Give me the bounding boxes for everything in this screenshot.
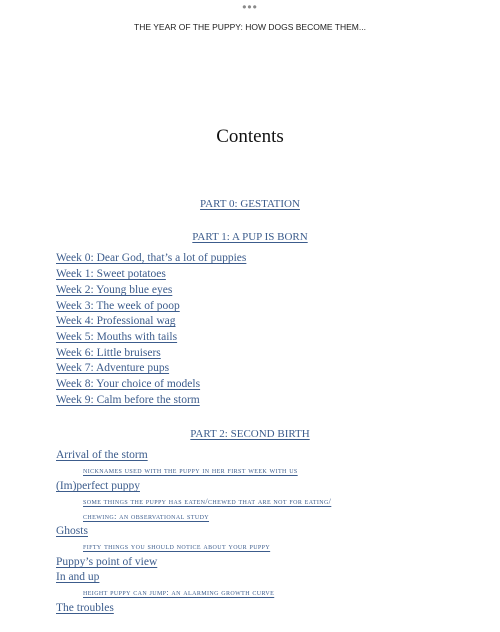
toc-subsection-eaten-link[interactable]: some things the puppy has eaten/chewed that are not for eating/ [83,497,332,506]
toc-part-1-link[interactable]: PART 1: A PUP IS BORN [192,231,308,243]
toc-week-3-link[interactable]: Week 3: The week of poop [56,300,180,312]
toc-subsection-fifty-things-link[interactable]: fifty things you should notice about your puppy [83,542,271,551]
toc-chapter-point-of-view-link[interactable]: Puppy’s point of view [56,556,158,568]
toc-subsection-eaten-link-cont[interactable]: chewing: an observational study [83,512,210,521]
toc-week-7-link[interactable]: Week 7: Adventure pups [56,362,170,374]
toc-week-0-link[interactable]: Week 0: Dear God, that’s a lot of puppies [56,252,247,264]
toc-part-2-link[interactable]: PART 2: SECOND BIRTH [190,428,310,440]
toc-chapter-arrival-link[interactable]: Arrival of the storm [56,449,148,461]
toc-week-6-link[interactable]: Week 6: Little bruisers [56,347,161,359]
toc-chapter-in-and-up-link[interactable]: In and up [56,571,100,583]
toc-chapter-imperfect-link[interactable]: (Im)perfect puppy [56,480,140,492]
toc-week-1-link[interactable]: Week 1: Sweet potatoes [56,268,166,280]
more-options-icon[interactable]: ••• [242,0,258,14]
toc-week-5-link[interactable]: Week 5: Mouths with tails [56,331,178,343]
toc-week-2-link[interactable]: Week 2: Young blue eyes [56,284,173,296]
contents-heading: Contents [216,126,284,147]
toc-week-9-link[interactable]: Week 9: Calm before the storm [56,394,200,406]
toc-subsection-nicknames-link[interactable]: nicknames used with the puppy in her first week with us [83,466,298,475]
toc-subsection-height-link[interactable]: height puppy can jump: an alarming growth curve [83,588,275,597]
toc-part-0-link[interactable]: PART 0: GESTATION [200,198,300,210]
book-title-header: THE YEAR OF THE PUPPY: HOW DOGS BECOME THEM... [134,22,366,32]
toc-week-4-link[interactable]: Week 4: Professional wag [56,315,176,327]
toc-chapter-troubles-link[interactable]: The troubles [56,602,114,614]
toc-chapter-ghosts-link[interactable]: Ghosts [56,525,88,537]
toc-week-8-link[interactable]: Week 8: Your choice of models [56,378,201,390]
